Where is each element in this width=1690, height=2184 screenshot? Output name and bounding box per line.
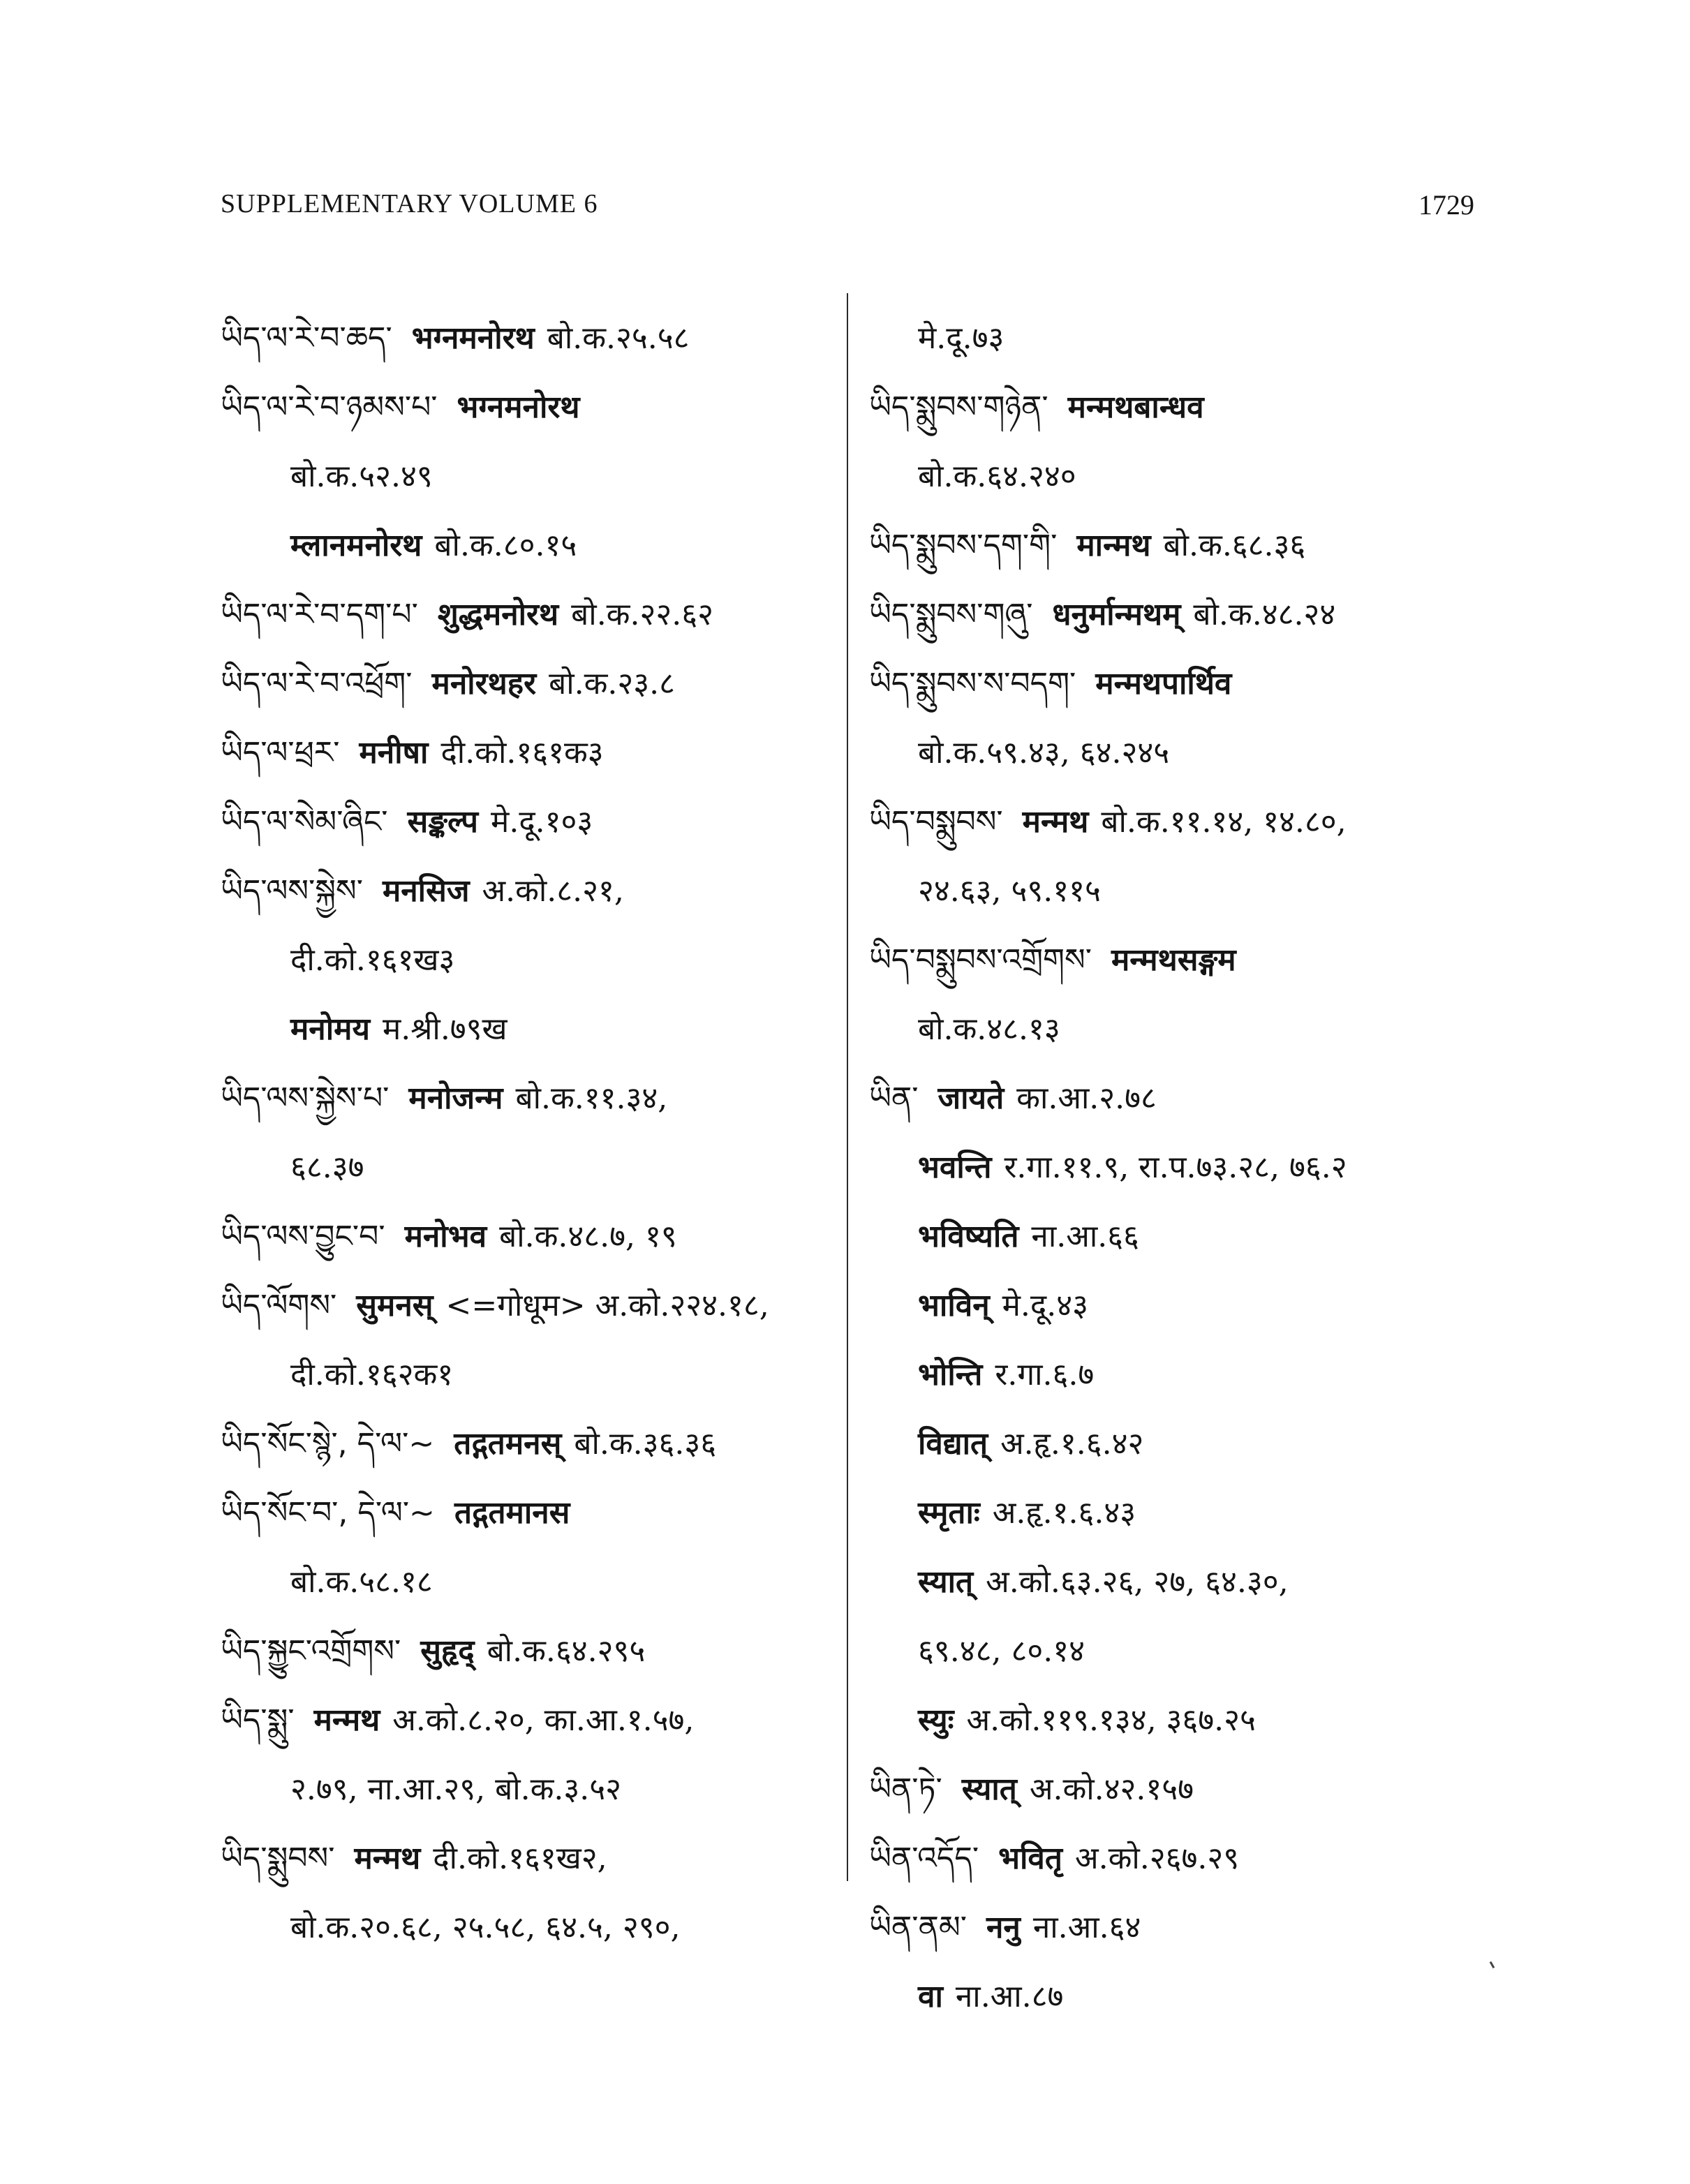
sanskrit-equivalent: तद्गतमनस् — [454, 1426, 562, 1462]
dictionary-line — [869, 373, 1483, 442]
dictionary-line — [221, 511, 835, 580]
tibetan-headword: ཡིན་ — [869, 1080, 919, 1116]
source-reference: बो.क.३६.३६ — [574, 1426, 717, 1462]
dictionary-line — [869, 511, 1483, 580]
source-reference: बो.क.५८.१८ — [290, 1564, 433, 1600]
source-reference: अ.को.८.२०, का.आ.१.५७, — [392, 1702, 695, 1738]
dictionary-line — [221, 1340, 835, 1409]
source-reference: बो.क.११.१४, १४.८०, — [1101, 804, 1347, 840]
sanskrit-equivalent: मनसिज — [382, 873, 470, 909]
source-reference: २.७९, ना.आ.२९, बो.क.३.५२ — [290, 1771, 621, 1807]
sanskrit-equivalent: भविष्यति — [918, 1219, 1019, 1254]
dictionary-line — [869, 1064, 1483, 1133]
source-reference: ना.आ.८७ — [955, 1979, 1064, 2014]
tibetan-headword: ཡིད་སྨུབས་གཉེན་ — [869, 389, 1048, 425]
dictionary-line — [221, 787, 835, 856]
source-reference: अ.को.११९.१३४, ३६७.२५ — [966, 1702, 1256, 1738]
source-reference: २४.६३, ५९.११५ — [918, 873, 1101, 909]
source-reference: <=गोधूम> अ.को.२२४.१८, — [445, 1288, 769, 1323]
tibetan-headword: ཡིད་ལ་རེ་བ་འཕྲོག་ — [221, 666, 413, 701]
source-reference: बो.क.५२.४९ — [290, 459, 433, 494]
dictionary-line — [869, 1755, 1483, 1824]
dictionary-line — [869, 718, 1483, 787]
dictionary-line — [221, 926, 835, 995]
sanskrit-equivalent: वा — [918, 1979, 943, 2014]
dictionary-line — [869, 1893, 1483, 1962]
sanskrit-equivalent: सङ्कल्प — [407, 804, 479, 840]
source-reference: ना.आ.६६ — [1031, 1219, 1139, 1254]
sanskrit-equivalent: स्यात् — [918, 1564, 974, 1600]
tibetan-headword: ཡིད་ལ་སེམ་ཞིང་ — [221, 804, 388, 840]
dictionary-line — [221, 1064, 835, 1133]
tibetan-headword: ཡིད་ལོགས་ — [221, 1288, 337, 1323]
dictionary-line — [869, 1686, 1483, 1755]
source-reference: बो.क.६४.२९५ — [487, 1633, 646, 1669]
dictionary-line — [869, 926, 1483, 995]
tibetan-headword: ཡིད་བསྨུབས་འགྲོགས་ — [869, 942, 1092, 978]
dictionary-line — [221, 1755, 835, 1824]
dictionary-line — [869, 1478, 1483, 1547]
source-reference: दी.को.१६२क१ — [290, 1357, 454, 1392]
source-reference: बो.क.२३.८ — [549, 666, 676, 701]
tibetan-headword: ཡིད་ལ་ཕྲར་ — [221, 735, 340, 771]
source-reference: दी.को.१६१ख३ — [290, 942, 455, 978]
dictionary-line — [221, 856, 835, 926]
dictionary-line — [221, 649, 835, 718]
sanskrit-equivalent: मनीषा — [359, 735, 429, 771]
running-header: SUPPLEMENTARY VOLUME 6 — [221, 189, 598, 218]
tibetan-headword: ཡིད་ལས་སྐྱེས་ — [221, 873, 363, 909]
tibetan-headword: ཡིན་ཏེ་ — [869, 1771, 942, 1807]
dictionary-line — [221, 442, 835, 511]
source-reference: र.गा.६.७ — [995, 1357, 1095, 1392]
sanskrit-equivalent: भवन्ति — [918, 1150, 992, 1185]
tibetan-headword: ཡིད་སྐྱུང་འགྲོགས་ — [221, 1633, 401, 1669]
source-reference: बो.क.२५.५८ — [547, 320, 690, 356]
sanskrit-equivalent: भग्नमनोरथ — [411, 320, 535, 356]
dictionary-line — [869, 995, 1483, 1064]
sanskrit-equivalent: तद्गतमानस — [454, 1495, 570, 1531]
source-reference: बो.क.८०.१५ — [434, 528, 577, 563]
sanskrit-equivalent: मन्मथ — [1022, 804, 1089, 840]
sanskrit-equivalent: सुहृद् — [420, 1633, 475, 1669]
source-reference: दी.को.१६१क३ — [440, 735, 604, 771]
tibetan-headword: ཡིན་ནམ་ — [869, 1910, 967, 1945]
source-reference: बो.क.४८.२४ — [1193, 597, 1336, 632]
dictionary-line — [221, 1617, 835, 1686]
sanskrit-equivalent: ननु — [986, 1910, 1021, 1945]
tibetan-headword: ཡིད་ལས་སྐྱེས་པ་ — [221, 1080, 390, 1116]
sanskrit-equivalent: धनुर्मान्मथम् — [1052, 597, 1181, 632]
dictionary-line — [869, 1271, 1483, 1340]
dictionary-line — [221, 373, 835, 442]
dictionary-line — [869, 787, 1483, 856]
dictionary-line — [869, 442, 1483, 511]
source-reference: बो.क.२०.६८, २५.५८, ६४.५, २९०, — [290, 1910, 681, 1945]
source-reference: का.आ.२.७८ — [1016, 1080, 1157, 1116]
source-reference: म.श्री.७९ख — [382, 1011, 507, 1047]
left-column — [221, 304, 835, 1962]
sanskrit-equivalent: भवितृ — [998, 1841, 1062, 1876]
dictionary-line — [869, 1547, 1483, 1617]
dictionary-line — [221, 1686, 835, 1755]
sanskrit-equivalent: जायते — [937, 1080, 1005, 1116]
sanskrit-equivalent: सुमनस् — [356, 1288, 433, 1323]
source-reference: दी.को.१६१ख२, — [433, 1841, 607, 1876]
tibetan-headword: ཡིན་འདོད་ — [869, 1841, 979, 1876]
sanskrit-equivalent: भग्नमनोरथ — [457, 389, 580, 425]
dictionary-line — [869, 1340, 1483, 1409]
dictionary-line — [869, 580, 1483, 649]
sanskrit-equivalent: स्युः — [918, 1702, 954, 1738]
source-reference: अ.हृ.१.६.४३ — [992, 1495, 1136, 1531]
sanskrit-equivalent: भोन्ति — [918, 1357, 983, 1392]
source-reference: अ.को.६३.२६, २७, ६४.३०, — [986, 1564, 1289, 1600]
dictionary-line — [869, 1409, 1483, 1478]
tibetan-headword: ཡིད་ལ་རེ་བ་དག་པ་ — [221, 597, 418, 632]
tibetan-headword: ཡིད་སོང་སྙེ་, དེ་ལ་~ — [221, 1426, 435, 1462]
source-reference: ना.आ.६४ — [1032, 1910, 1141, 1945]
sanskrit-equivalent: स्यात् — [961, 1771, 1017, 1807]
dictionary-line — [869, 1202, 1483, 1271]
tibetan-headword: ཡིད་སྨུབས་ — [221, 1841, 335, 1876]
source-reference: मे.दू.१०३ — [491, 804, 593, 840]
sanskrit-equivalent: मन्मथबान्धव — [1067, 389, 1204, 425]
sanskrit-equivalent: मनोरथहर — [431, 666, 537, 701]
sanskrit-equivalent: मनोमय — [290, 1011, 370, 1047]
source-reference: अ.को.४२.१५७ — [1029, 1771, 1194, 1807]
right-column — [869, 304, 1483, 2031]
tibetan-headword: ཡིད་ལ་རེ་བ་ཉམས་པ་ — [221, 389, 438, 425]
dictionary-line — [869, 1824, 1483, 1893]
dictionary-line — [869, 304, 1483, 373]
tibetan-headword: ཡིད་སྨུབས་གཞུ་ — [869, 597, 1033, 632]
tibetan-headword: ཡིད་ལས་བྱུང་བ་ — [221, 1219, 385, 1254]
dictionary-line — [221, 1409, 835, 1478]
sanskrit-equivalent: विद्यात् — [918, 1426, 988, 1462]
source-reference: बो.क.६४.२४० — [918, 459, 1076, 494]
sanskrit-equivalent: शुद्धमनोरथ — [437, 597, 559, 632]
source-reference: बो.क.५९.४३, ६४.२४५ — [918, 735, 1170, 771]
tibetan-headword: ཡིད་སྨུ་ — [221, 1702, 295, 1738]
sanskrit-equivalent: मन्मथ — [354, 1841, 421, 1876]
source-reference: ६८.३७ — [290, 1150, 364, 1185]
source-reference: बो.क.२२.६२ — [571, 597, 713, 632]
source-reference: बो.क.११.३४, — [515, 1080, 668, 1116]
dictionary-line — [221, 718, 835, 787]
dictionary-line — [869, 856, 1483, 926]
sanskrit-equivalent: मनोभव — [404, 1219, 487, 1254]
sanskrit-equivalent: मान्मथ — [1076, 528, 1151, 563]
dictionary-line — [869, 649, 1483, 718]
tibetan-headword: ཡིད་སྨུབས་དག་གི་ — [869, 528, 1058, 563]
dictionary-line — [221, 1824, 835, 1893]
tibetan-headword: ཡིད་ལ་རེ་བ་ཆད་ — [221, 320, 392, 356]
dictionary-line — [869, 1962, 1483, 2031]
sanskrit-equivalent: भाविन् — [918, 1288, 990, 1323]
dictionary-line — [221, 1202, 835, 1271]
column-divider — [847, 293, 848, 1881]
sanskrit-equivalent: मनोजन्म — [408, 1080, 503, 1116]
source-reference: ६९.४८, ८०.१४ — [918, 1633, 1085, 1669]
source-reference: र.गा.११.९, रा.प.७३.२८, ७६.२ — [1004, 1150, 1347, 1185]
tibetan-headword: ཡིད་བསྨུབས་ — [869, 804, 1003, 840]
dictionary-line — [221, 995, 835, 1064]
sanskrit-equivalent: मन्मथपार्थिव — [1095, 666, 1232, 701]
source-reference: बो.क.४८.७, १९ — [499, 1219, 677, 1254]
sanskrit-equivalent: मन्मथ — [313, 1702, 380, 1738]
dictionary-line — [221, 304, 835, 373]
sanskrit-equivalent: म्लानमनोरथ — [290, 528, 422, 563]
dictionary-line — [869, 1617, 1483, 1686]
source-reference: बो.क.६८.३६ — [1163, 528, 1306, 563]
dictionary-line — [221, 1271, 835, 1340]
source-reference: मे.दू.७३ — [918, 320, 1005, 356]
sanskrit-equivalent: मन्मथसङ्गम — [1111, 942, 1236, 978]
dictionary-line — [221, 1478, 835, 1547]
scan-speck — [1490, 1961, 1495, 1968]
source-reference: अ.को.२६७.२९ — [1074, 1841, 1240, 1876]
dictionary-line — [221, 1547, 835, 1617]
source-reference: अ.हृ.१.६.४२ — [1000, 1426, 1144, 1462]
dictionary-line — [221, 580, 835, 649]
tibetan-headword: ཡིད་སོང་བ་, དེ་ལ་~ — [221, 1495, 435, 1531]
source-reference: मे.दू.४३ — [1002, 1288, 1089, 1323]
dictionary-line — [221, 1893, 835, 1962]
page-number: 1729 — [1418, 189, 1474, 221]
dictionary-line — [869, 1133, 1483, 1202]
tibetan-headword: ཡིད་སྨུབས་ས་བདག་ — [869, 666, 1076, 701]
source-reference: बो.क.४८.१३ — [918, 1011, 1060, 1047]
source-reference: अ.को.८.२१, — [482, 873, 624, 909]
sanskrit-equivalent: स्मृताः — [918, 1495, 980, 1531]
dictionary-line — [221, 1133, 835, 1202]
